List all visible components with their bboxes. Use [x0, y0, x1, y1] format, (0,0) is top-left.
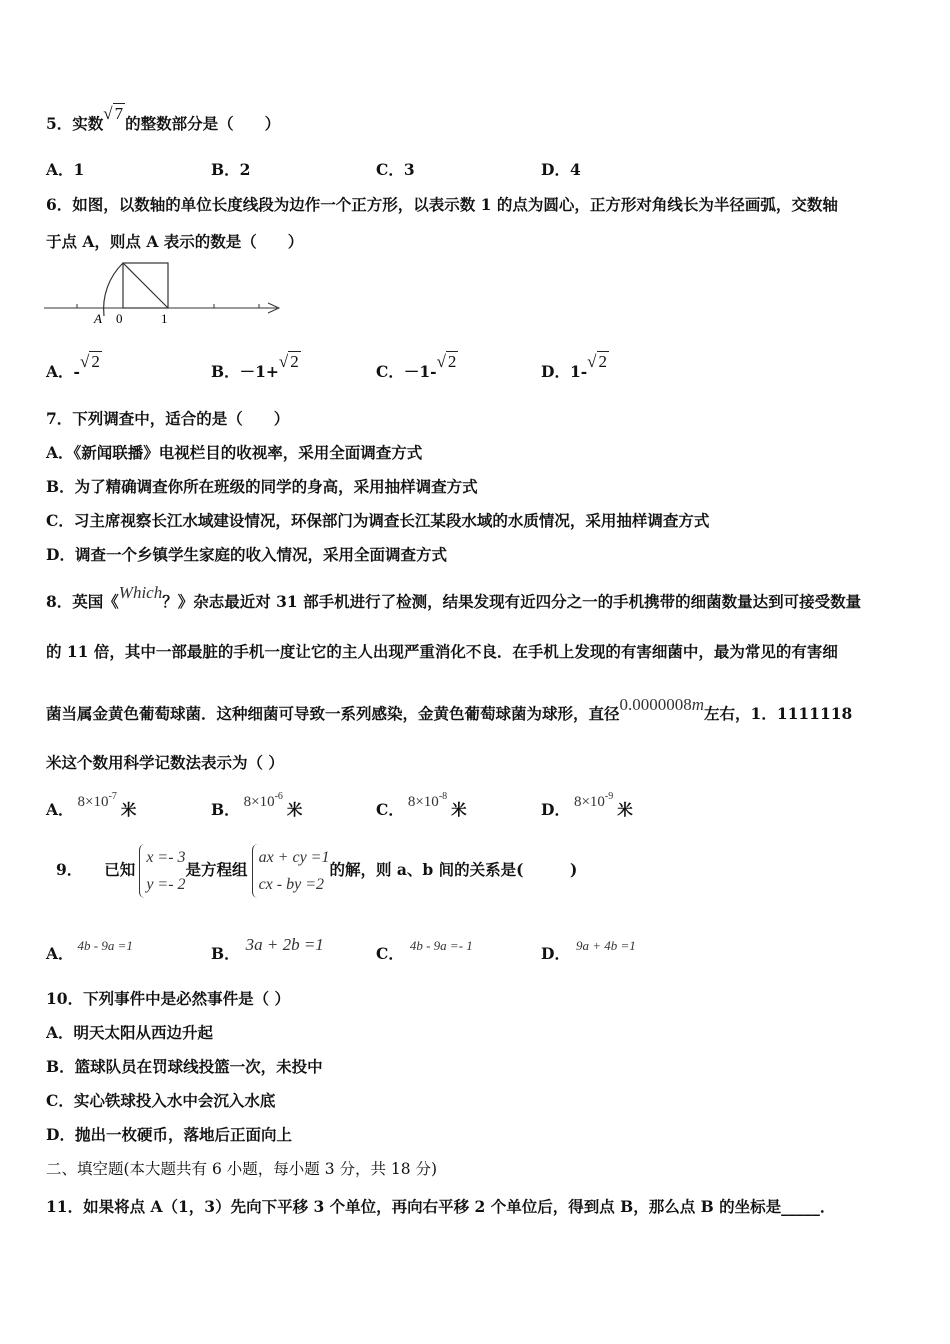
q5-stem-a: 5．实数 [46, 114, 104, 133]
q6-line-1: 6．如图，以数轴的单位长度线段为边作一个正方形，以表示数 1 的点为圆心，正方形对角线长为半径画弧，交数轴 [46, 195, 838, 214]
q10-option-b: B．篮球队员在罚球线投篮一次，未投中 [46, 1057, 323, 1076]
q8-option-d-exp: -9 [604, 791, 614, 802]
q9-option-d-expr: 9a + 4b =1 [575, 938, 636, 953]
solution-system [139, 844, 185, 898]
q8-line-2: 的 11 倍，其中一部最脏的手机一度让它的主人出现严重消化不良．在手机上发现的有害细菌中，最为常见的有害细 [46, 642, 838, 661]
q10-option-c: C．实心铁球投入水中会沉入水底 [46, 1091, 276, 1110]
q8-option-d-label: D． [541, 800, 570, 819]
section-heading: 二、填空题(本大题共有 6 小题，每小题 3 分，共 18 分) [46, 1160, 438, 1178]
q8-option-d [541, 791, 633, 823]
q9-option-a [46, 938, 133, 965]
square-diagonal [123, 263, 168, 308]
q5-option-a: A．1 [46, 160, 85, 179]
q7-stem: 7．下列调查中，适合的是（ ） [46, 409, 290, 428]
q6-option-b-radicand: 2 [290, 352, 299, 371]
q8-line-3 [46, 695, 853, 724]
q6-option-d [541, 352, 609, 382]
q9-text-b: 是方程组 [185, 860, 248, 879]
q8-option-b-label: B． [211, 800, 240, 819]
q9-option-c [376, 938, 473, 965]
q8-option-d-base: 8×10 [573, 794, 605, 810]
q5-stem [46, 104, 281, 134]
q6-option-c [376, 352, 458, 382]
label-1: 1 [161, 311, 168, 326]
q6-option-c-radicand: 2 [447, 352, 457, 371]
q10-stem: 10．下列事件中是必然事件是（ ） [46, 989, 290, 1008]
q9-option-b-label: B． [211, 944, 240, 963]
q9-option-a-expr: 4b - 9a =1 [77, 938, 133, 953]
q8-option-a-base: 8×10 [77, 794, 109, 810]
q8-option-a [46, 791, 137, 823]
q9-option-b [211, 935, 324, 964]
q9-option-a-label: A． [46, 944, 74, 963]
q8-line-1-b: ？》杂志最近对 31 部手机进行了检测，结果发现有近四分之一的手机携带的细菌数量达到可接受数量 [162, 592, 862, 611]
diameter-unit: m [691, 695, 705, 714]
q8-option-c [376, 791, 467, 823]
q6-option-a [46, 352, 102, 382]
label-0: 0 [116, 311, 123, 326]
sqrt-symbol: √ 2 [79, 352, 100, 371]
q8-option-c-unit: 米 [451, 800, 467, 819]
solution-row-2: y =- 2 [146, 876, 186, 893]
equation-row-1: ax + cy =1 [258, 849, 330, 866]
q8-line-4: 米这个数用科学记数法表示为（ ） [46, 753, 284, 772]
solution-row-1: x =- 3 [146, 849, 186, 866]
q5-stem-b: 的整数部分是（ ） [125, 114, 281, 133]
q8-line-1 [46, 583, 862, 612]
q8-line-3-b: 左右，1．1111118 [704, 704, 853, 723]
q8-line-1-a: 8．英国《 [46, 592, 119, 611]
q8-line-3-a: 菌当属金黄色葡萄球菌．这种细菌可导致一系列感染，金黄色葡萄球菌为球形，直径 [46, 704, 620, 723]
q9-option-d [541, 938, 636, 965]
q8-option-b-exp: -6 [274, 791, 283, 802]
q5-radicand: 7 [114, 104, 124, 123]
q6-option-c-prefix: C．－1- [376, 362, 437, 381]
diameter-value [620, 695, 705, 715]
q8-option-a-exp: -7 [108, 791, 117, 802]
q7-option-d: D．调查一个乡镇学生家庭的收入情况，采用全面调查方式 [46, 545, 447, 564]
q6-line-2: 于点 A，则点 A 表示的数是（ ） [46, 232, 304, 251]
q6-option-d-radicand: 2 [598, 352, 608, 371]
q6-option-d-prefix: D．1- [541, 362, 588, 381]
equation-system [252, 844, 330, 898]
q11-stem: 11．如果将点 A（1，3）先向下平移 3 个单位，再向右平移 2 个单位后，得到点 B，那么点 B 的坐标是_____． [46, 1197, 836, 1216]
q10-option-d: D．抛出一枚硬币，落地后正面向上 [46, 1125, 292, 1144]
q6-option-b-prefix: B．－1+ [211, 362, 279, 381]
sqrt-symbol: √ 2 [436, 352, 457, 371]
q7-option-c: C．习主席视察长江水域建设情况，环保部门为调查长江某段水域的水质情况，采用抽样调查方式 [46, 511, 710, 530]
q6-option-a-radicand: 2 [91, 352, 100, 371]
q8-option-a-label: A． [46, 800, 74, 819]
q9-option-c-label: C． [376, 944, 404, 963]
q9-text-a: 已知 [104, 860, 136, 879]
q9-option-c-expr: 4b - 9a =- 1 [409, 938, 473, 953]
q9-option-d-label: D． [541, 944, 570, 963]
q9-text-c: 的解，则 a、b 间的关系是( ) [329, 860, 578, 879]
q6-option-b [211, 352, 301, 382]
q9-option-b-expr: 3a + 2b =1 [245, 935, 324, 954]
q8-option-b-unit: 米 [286, 800, 303, 819]
diameter-number: 0.0000008 [619, 695, 692, 714]
number-line-figure [42, 260, 287, 330]
q8-option-c-base: 8×10 [407, 794, 439, 810]
q9-stem [56, 843, 577, 898]
q7-option-a: A．《新闻联播》电视栏目的收视率，采用全面调查方式 [46, 443, 423, 462]
q5-option-b: B．2 [211, 160, 251, 179]
magazine-name: Which [118, 583, 163, 602]
q10-option-a: A．明天太阳从西边升起 [46, 1023, 214, 1042]
q5-option-c: C．3 [376, 160, 415, 179]
q5-option-d: D．4 [541, 160, 581, 179]
q8-option-b [211, 791, 303, 823]
sqrt-symbol: √ 7 [103, 104, 124, 123]
sqrt-symbol: √ 2 [587, 352, 608, 371]
sqrt-symbol: √ 2 [278, 352, 299, 371]
q8-option-c-label: C． [376, 800, 404, 819]
equation-row-2: cx - by =2 [258, 876, 324, 893]
q8-option-a-unit: 米 [120, 800, 137, 819]
q8-option-c-exp: -8 [438, 791, 448, 802]
label-a: A [94, 311, 102, 326]
q8-option-d-unit: 米 [617, 800, 633, 819]
q9-number: 9． [56, 860, 83, 879]
q7-option-b: B．为了精确调查你所在班级的同学的身高，采用抽样调查方式 [46, 477, 478, 496]
q6-option-a-prefix: A．- [46, 362, 80, 381]
q8-option-b-base: 8×10 [243, 794, 275, 810]
